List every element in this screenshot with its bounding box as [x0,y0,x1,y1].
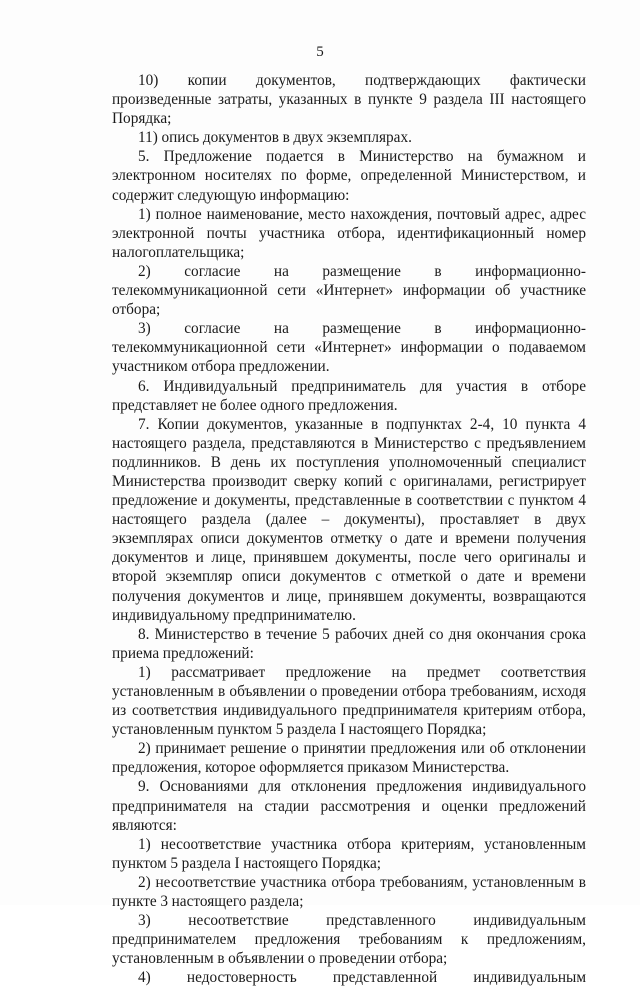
paragraph-clause-5: 5. Предложение подается в Министерство на бумажном и электронном носителях по форме, определенной Министерством, и содержит следующую информацию: [112,148,586,204]
paragraph-clause-9: 9. Основаниями для отклонения предложения индивидуального предпринимателя на стадии рассмотрения и оценки предложений являются: [112,778,586,834]
paragraph-item-11: 11) опись документов в двух экземплярах. [138,129,412,147]
page-number: 5 [316,44,324,60]
paragraph-clause-9-item-4: 4) недостоверность представленной индивидуальным [138,969,586,987]
paragraph-item-10: 10) копии документов, подтверждающих фактически произведенные затраты, указанных в пункте 9 раздела III настоящего Порядка; [112,72,586,128]
paragraph-clause-8: 8. Министерство в течение 5 рабочих дней со дня окончания срока приема предложений: [112,625,586,662]
paragraph-clause-5-item-2: 2) согласие на размещение в информационно-телекоммуникационной сети «Интернет» информации об участнике отбора; [112,262,586,319]
paragraph-clause-9-item-2: 2) несоответствие участника отбора требованиям, установленным в пункте 3 настоящего раздела; [112,873,586,911]
paragraph-clause-9-item-3: 3) несоответствие представленного индивидуальным предпринимателем предложения требованиям к предложениям, установленным в объявлении о проведении отбора; [112,912,586,968]
paragraph-clause-8-item-2: 2) принимает решение о принятии предложения или об отклонении предложения, которое оформляется приказом Министерства. [112,740,586,777]
paragraph-clause-7: 7. Копии документов, указанные в подпунктах 2-4, 10 пункта 4 настоящего раздела, представляются в Министерство с предъявлением подлинников. В день их поступления уполномоченный специалист Министерства производит сверку копий с оригиналами, регистрирует предложение и документы, представленные в соответствии с пунктом 4 настоящего раздела (далее – документы), проставляет в двух экземплярах описи документов отметку о дате и времени получения документов и лице, принявшем документы, после чего оригиналы и второй экземпляр описи документов с отметкой о дате и времени получения документов и лице, принявшем документы, возвращаются индивидуальному предпринимателю. [112,415,586,624]
paragraph-clause-6: 6. Индивидуальный предприниматель для участия в отборе представляет не более одного предложения. [112,377,586,414]
paragraph-clause-9-item-1: 1) несоответствие участника отбора критериям, установленным пунктом 5 раздела I настоящего Порядка; [112,835,586,872]
paragraph-clause-5-item-3: 3) согласие на размещение в информационно-телекоммуникационной сети «Интернет» информации о подаваемом участником отбора предложении. [112,320,586,376]
paragraph-clause-5-item-1: 1) полное наименование, место нахождения, почтовый адрес, адрес электронной почты участника отбора, идентификационный номер налогоплательщика; [112,205,586,261]
document-body [112,71,586,988]
paragraph-clause-8-item-1: 1) рассматривает предложение на предмет соответствия установленным в объявлении о проведении отбора требованиям, исходя из соответствия индивидуального предпринимателя критериям отбора, установленным пунктом 5 раздела I настоящего Порядка; [112,663,586,739]
